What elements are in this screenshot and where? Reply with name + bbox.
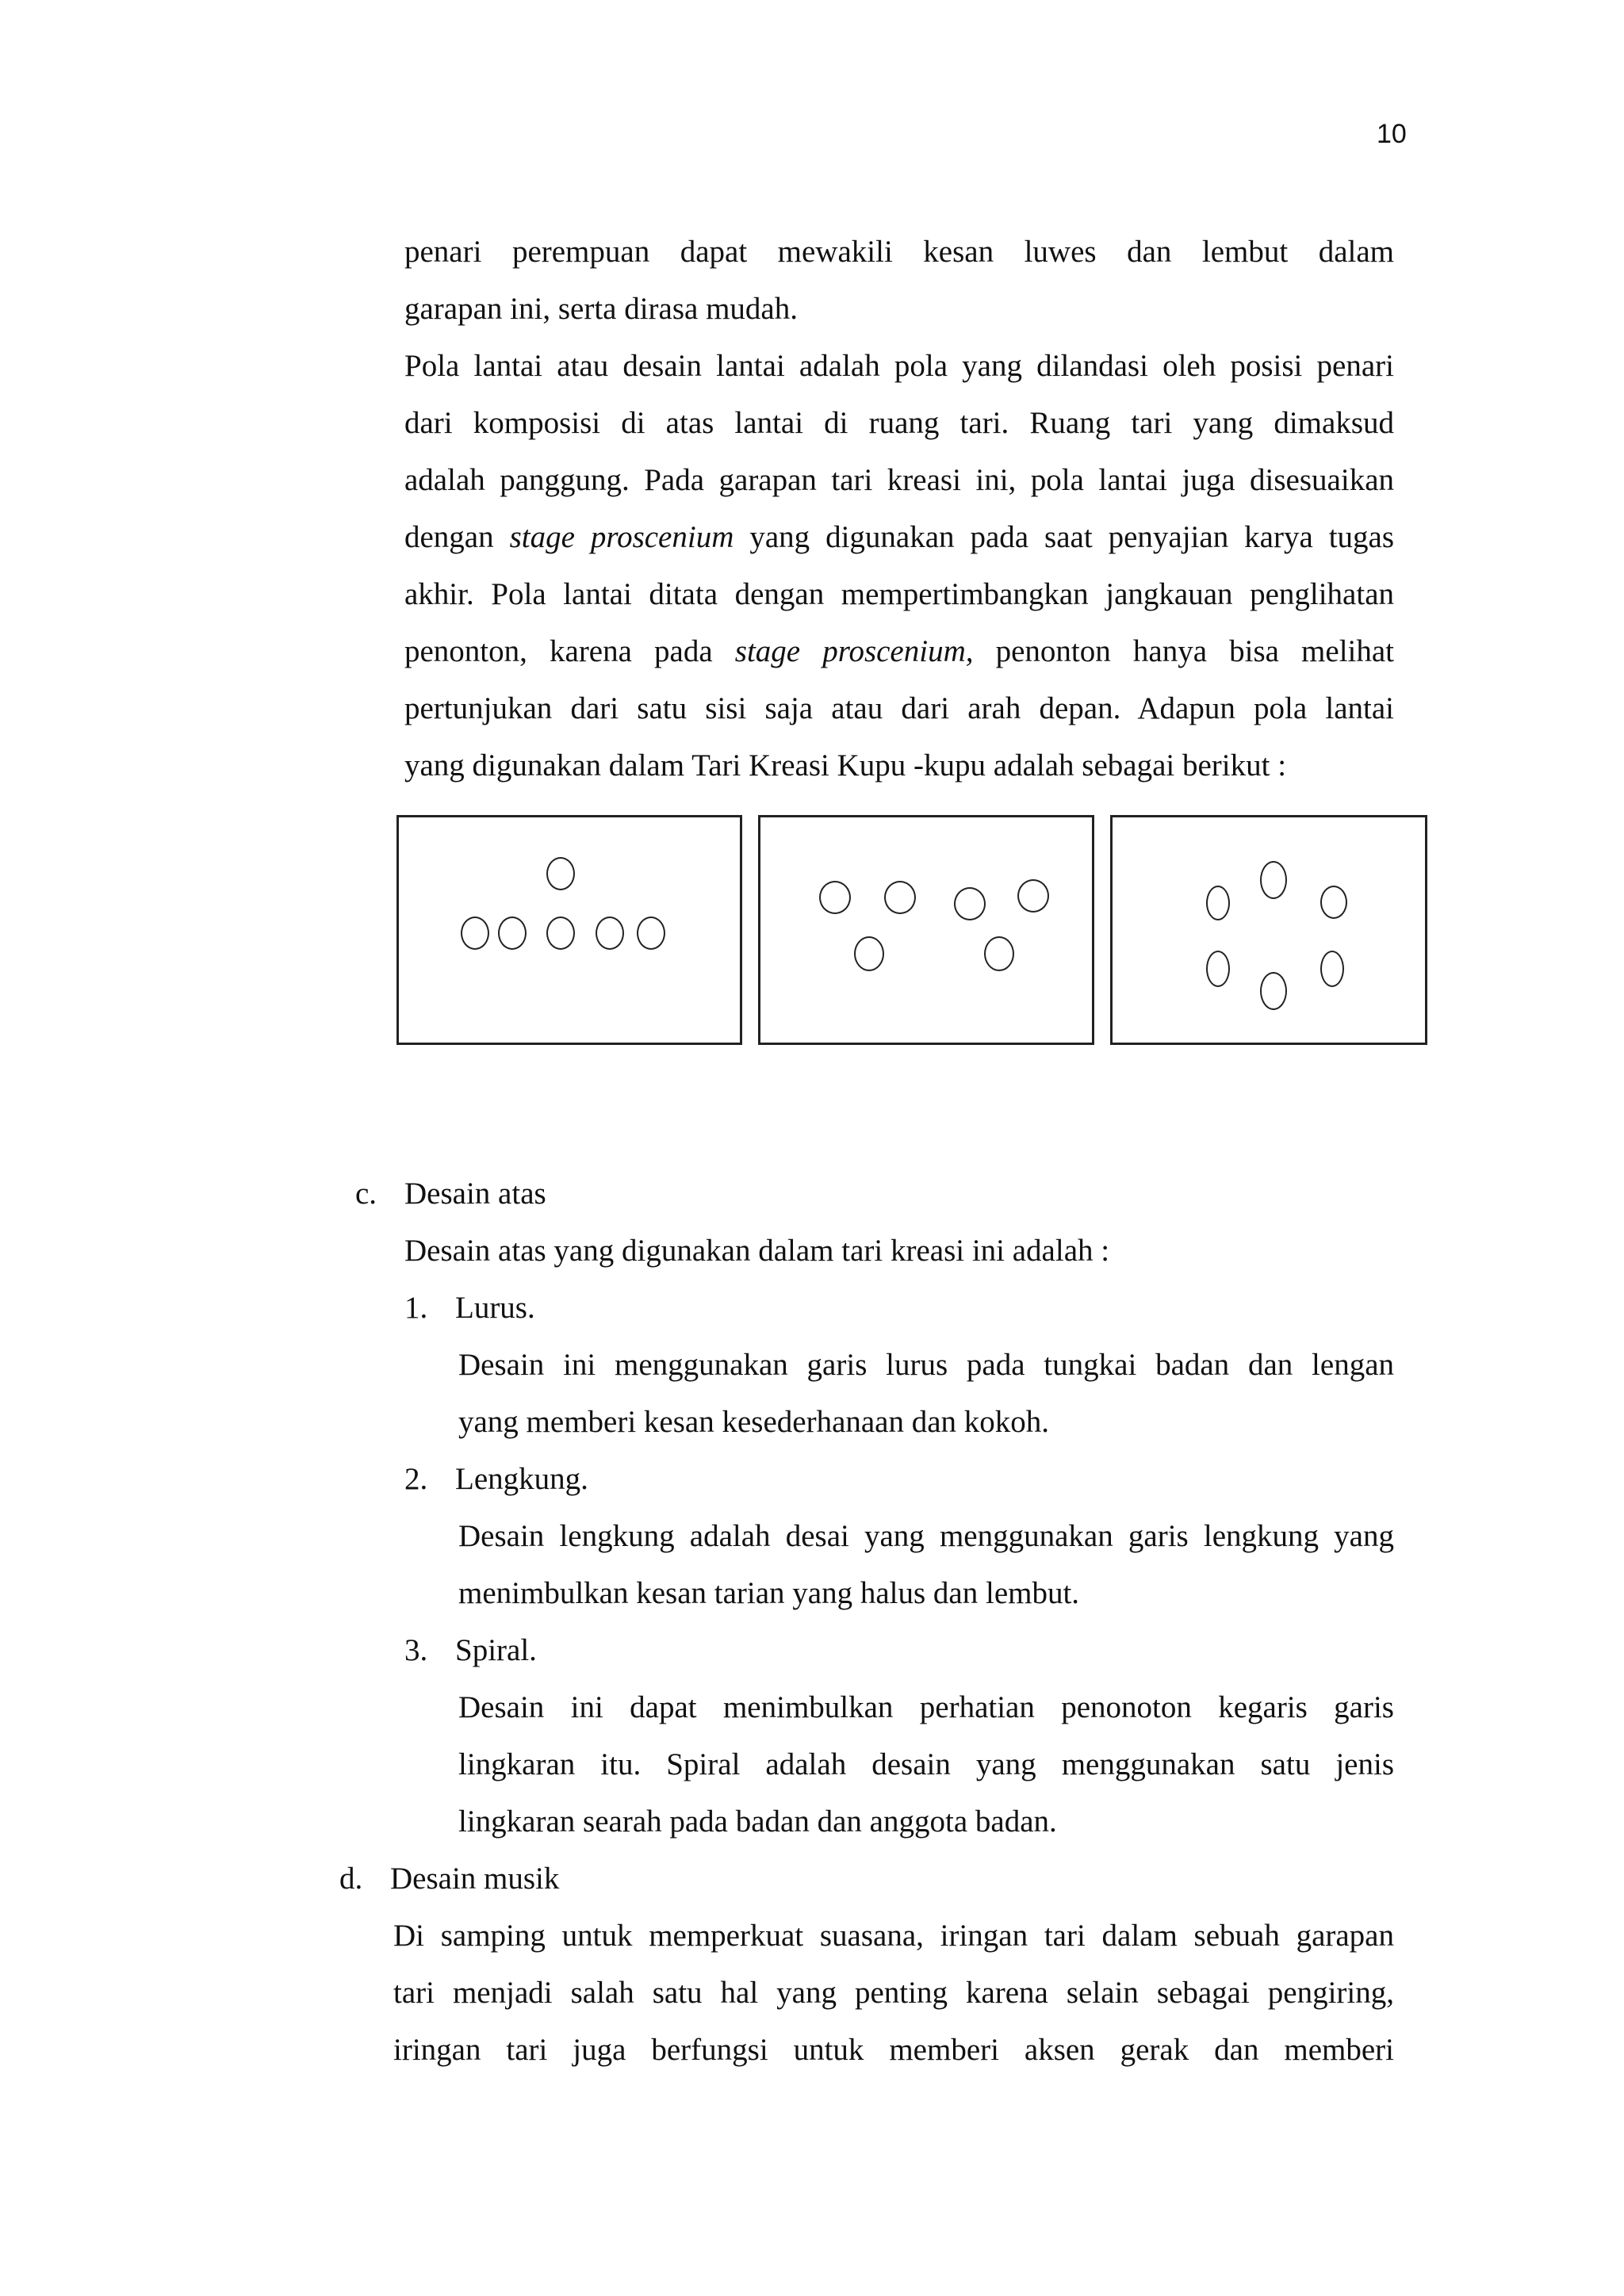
item-body-line: Desain ini dapat menimbulkan perhatian penonoton kegaris garis (458, 1690, 1394, 1724)
item-body-line: Desain lengkung adalah desai yang menggunakan garis lengkung yang (458, 1519, 1394, 1553)
pola-lantai-line-3: adalah panggung. Pada garapan tari kreasi ini, pola lantai juga disesuaikan (404, 463, 1394, 497)
section-d-line: Di samping untuk memperkuat suasana, iringan tari dalam sebuah garapan (393, 1919, 1394, 1953)
pola-lantai-line-1: Pola lantai atau desain lantai adalah pola yang dilandasi oleh posisi penari (404, 349, 1394, 383)
item-body-line: menimbulkan kesan tarian yang halus dan lembut. (458, 1576, 1080, 1610)
pola-lantai-line-2: dari komposisi di atas lantai di ruang tari. Ruang tari yang dimaksud (404, 406, 1394, 440)
dancer-marker (1206, 886, 1230, 920)
page-number: 10 (1377, 119, 1407, 149)
section-c-title: Desain atas (404, 1177, 546, 1211)
floor-pattern-1 (396, 815, 742, 1045)
item-body-line: Desain ini menggunakan garis lurus pada tungkai badan dan lengan (458, 1348, 1394, 1382)
dancer-marker (1206, 951, 1230, 987)
floor-pattern-3 (1110, 815, 1427, 1045)
text-span: penonton, karena pada (404, 634, 713, 668)
item-body-line: lingkaran itu. Spiral adalah desain yang menggunakan satu jenis (458, 1747, 1394, 1781)
pola-lantai-line-6 (404, 629, 1394, 674)
dancer-marker (1260, 861, 1287, 899)
dancer-marker (1320, 886, 1347, 919)
dancer-marker (637, 916, 665, 950)
dancer-marker (1260, 972, 1287, 1010)
dancer-marker (546, 916, 575, 950)
dancer-marker (498, 916, 527, 950)
text-span: penonton hanya bisa melihat (995, 634, 1395, 668)
floor-pattern-2 (758, 815, 1094, 1045)
item-body-line: yang memberi kesan kesederhanaan dan kokoh. (458, 1405, 1050, 1439)
pola-lantai-line-7: pertunjukan dari satu sisi saja atau dari arah depan. Adapun pola lantai (404, 691, 1394, 725)
item-title: Lengkung. (455, 1462, 588, 1496)
dancer-marker (819, 881, 851, 914)
item-title: Spiral. (455, 1633, 537, 1667)
item-marker: 1. (404, 1291, 428, 1325)
item-marker: 3. (404, 1633, 428, 1667)
section-d-line: tari menjadi salah satu hal yang penting karena selain sebagai pengiring, (393, 1976, 1394, 2010)
section-d-marker: d. (339, 1862, 363, 1896)
dancer-marker (1017, 879, 1049, 913)
text-span: yang digunakan pada saat penyajian karya tugas (749, 520, 1395, 554)
pola-lantai-line-8: yang digunakan dalam Tari Kreasi Kupu -kupu adalah sebagai berikut : (404, 748, 1287, 783)
item-marker: 2. (404, 1462, 428, 1496)
section-d-title: Desain musik (390, 1862, 560, 1896)
item-title: Lurus. (455, 1291, 535, 1325)
section-d-line: iringan tari juga berfungsi untuk memberi aksen gerak dan memberi (393, 2033, 1394, 2067)
italic-term: stage proscenium (509, 520, 734, 554)
pola-lantai-line-4 (404, 515, 1394, 560)
pola-lantai-line-5: akhir. Pola lantai ditata dengan mempertimbangkan jangkauan penglihatan (404, 577, 1394, 611)
dancer-marker (984, 936, 1014, 971)
italic-term: stage proscenium, (734, 634, 974, 668)
intro-line-2: garapan ini, serta dirasa mudah. (404, 292, 798, 326)
dancer-marker (1320, 951, 1344, 987)
dancer-marker (461, 916, 489, 950)
dancer-marker (884, 881, 916, 914)
section-c-marker: c. (355, 1177, 377, 1211)
intro-line-1: penari perempuan dapat mewakili kesan luwes dan lembut dalam (404, 235, 1394, 269)
floor-pattern-figures (396, 815, 1426, 1045)
dancer-marker (854, 936, 884, 971)
dancer-marker (954, 887, 986, 920)
item-body-line: lingkaran searah pada badan dan anggota badan. (458, 1804, 1057, 1839)
dancer-marker (596, 916, 624, 950)
dancer-marker (546, 857, 575, 890)
text-span: dengan (404, 520, 494, 554)
section-c-intro: Desain atas yang digunakan dalam tari kreasi ini adalah : (404, 1234, 1110, 1268)
